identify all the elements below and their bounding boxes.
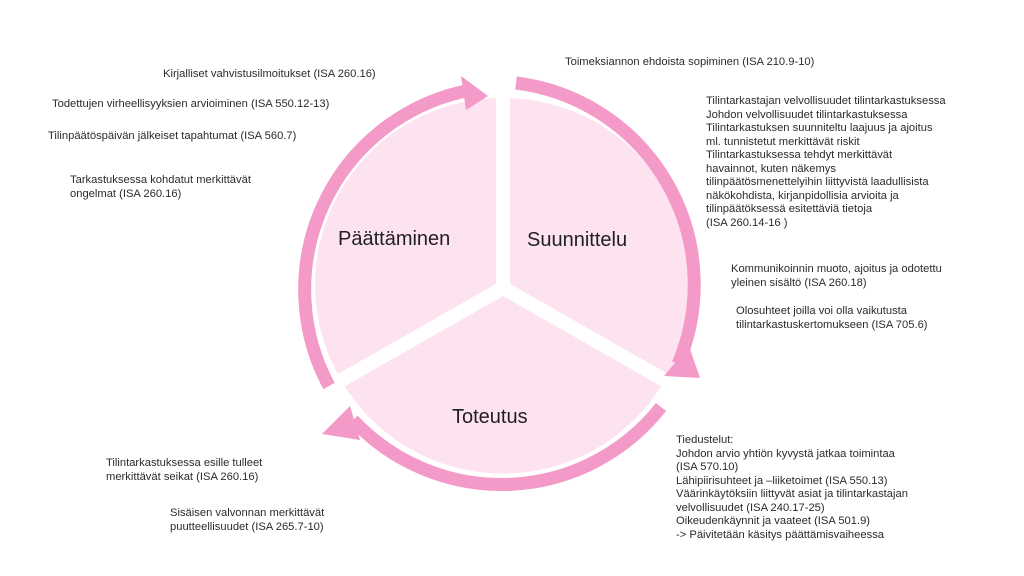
text-line: yleinen sisältö (ISA 260.18) — [731, 276, 867, 289]
text-line: Tilintarkastajan velvollisuudet tilintarkastuksessa — [706, 95, 946, 107]
planning-responsibilities-note — [706, 95, 946, 230]
closing-note-misstatements: Todettujen virheellisyyksien arvioiminen (ISA 550.12-13) — [52, 98, 330, 110]
segment-label-planning: Suunnittelu — [527, 229, 628, 251]
text-line: -> Päivitetään käsitys päättämisvaiheessa — [676, 528, 885, 541]
text-line: (ISA 570.10) — [676, 461, 739, 473]
text-line: Johdon arvio yhtiön kyvystä jatkaa toimintaa — [676, 447, 895, 460]
execution-significant-matters-note — [106, 457, 262, 484]
text-line: Oikeudenkäynnit ja vaateet (ISA 501.9) — [676, 515, 871, 527]
closing-issues-note — [70, 174, 251, 201]
text-line: näkökohdista, kirjanpidollisia arvioita ja — [706, 189, 899, 202]
planning-circumstances-note — [736, 305, 928, 332]
text-line: ml. tunnistetut merkittävät riskit — [706, 135, 860, 148]
planning-communication-note — [731, 263, 942, 290]
segment-label-execution: Toteutus — [452, 406, 528, 428]
text-line: Tilintarkastuksessa tehdyt merkittävät — [706, 149, 893, 161]
text-line: Tarkastuksessa kohdatut merkittävät — [70, 174, 251, 186]
text-line: ongelmat (ISA 260.16) — [70, 187, 182, 200]
text-line: merkittävät seikat (ISA 260.16) — [106, 470, 259, 483]
execution-inquiries-note — [676, 434, 908, 542]
text-line: (ISA 260.14-16 ) — [706, 216, 788, 229]
text-line: puutteellisuudet (ISA 265.7-10) — [170, 520, 324, 533]
text-line: tilintarkastuskertomukseen (ISA 705.6) — [736, 318, 928, 331]
segment-label-closing: Päättäminen — [338, 228, 451, 250]
arrowhead-execution — [322, 406, 360, 440]
text-line: tilinpäätösmenettelyihin liittyvistä laadullisista — [706, 176, 929, 188]
text-line: Tilintarkastuksessa esille tulleet — [106, 457, 263, 469]
text-line: Sisäisen valvonnan merkittävät — [170, 507, 325, 519]
text-line: havainnot, kuten näkemys — [706, 162, 836, 175]
execution-internal-control-note — [170, 507, 324, 534]
text-line: tilinpäätöksessä esitettäviä tietoja — [706, 203, 873, 215]
text-line: Lähipiirisuhteet ja –liiketoimet (ISA 550.13) — [676, 474, 888, 487]
planning-note-engagement-terms: Toimeksiannon ehdoista sopiminen (ISA 210.9-10) — [565, 56, 815, 68]
text-line: Tilintarkastuksen suunniteltu laajuus ja ajoitus — [706, 122, 933, 134]
closing-note-subsequent-events: Tilinpäätöspäivän jälkeiset tapahtumat (ISA 560.7) — [48, 130, 297, 142]
text-line: Olosuhteet joilla voi olla vaikutusta — [736, 305, 908, 317]
text-line: Johdon velvollisuudet tilintarkastuksessa — [706, 108, 908, 121]
closing-note-written-representations: Kirjalliset vahvistusilmoitukset (ISA 260.16) — [163, 68, 376, 80]
text-line: Väärinkäytöksiin liittyvät asiat ja tilintarkastajan — [676, 488, 908, 500]
text-line: Kommunikoinnin muoto, ajoitus ja odotettu — [731, 263, 942, 275]
text-line: Tiedustelut: — [676, 434, 734, 446]
text-line: velvollisuudet (ISA 240.17-25) — [676, 501, 825, 514]
